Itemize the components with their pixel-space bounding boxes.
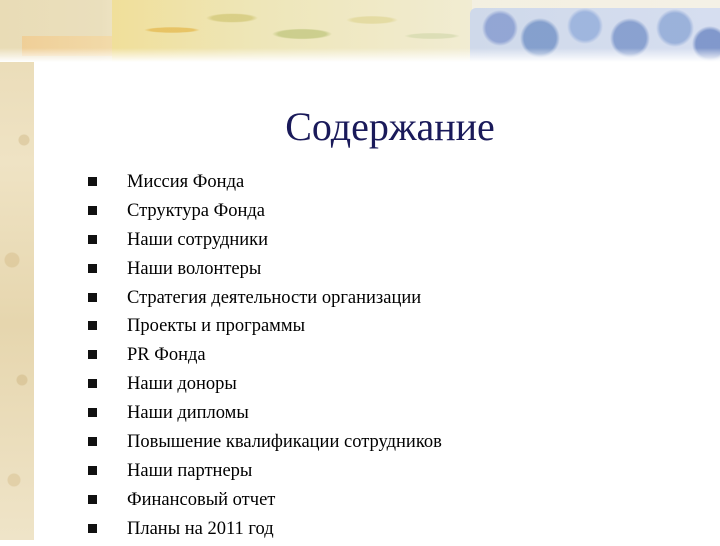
- list-item-label: PR Фонда: [127, 345, 206, 366]
- square-bullet-icon: [88, 379, 97, 388]
- slide-title: Содержание: [285, 104, 495, 149]
- list-item-label: Миссия Фонда: [127, 172, 245, 192]
- square-bullet-icon: [88, 293, 97, 302]
- list-item: [0, 228, 720, 257]
- square-bullet-icon: [88, 408, 97, 417]
- decorative-banner: [0, 0, 720, 62]
- list-item-label: Стратегия деятельности организации: [127, 287, 422, 308]
- list-item-label: Наши доноры: [127, 374, 237, 395]
- list-item-label: Наши дипломы: [127, 403, 249, 424]
- square-bullet-icon: [88, 350, 97, 359]
- list-item: [0, 199, 720, 228]
- banner-fade: [0, 48, 720, 62]
- square-bullet-icon: [88, 495, 97, 504]
- square-bullet-icon: [88, 321, 97, 330]
- list-item: [0, 372, 720, 401]
- list-item-label: Наши сотрудники: [127, 229, 269, 250]
- list-item: [0, 459, 720, 488]
- list-item: [0, 517, 720, 546]
- square-bullet-icon: [88, 524, 97, 533]
- square-bullet-icon: [88, 206, 97, 215]
- list-item: [0, 314, 720, 343]
- list-item: [0, 286, 720, 315]
- square-bullet-icon: [88, 177, 97, 186]
- contents-list: [0, 170, 720, 546]
- list-item-label: Финансовый отчет: [127, 489, 276, 510]
- list-item: [0, 170, 720, 199]
- list-item-label: Наши партнеры: [127, 460, 253, 481]
- list-item-label: Планы на 2011 год: [127, 518, 274, 539]
- square-bullet-icon: [88, 235, 97, 244]
- square-bullet-icon: [88, 466, 97, 475]
- list-item-label: Структура Фонда: [127, 200, 265, 221]
- list-item-label: Проекты и программы: [127, 316, 305, 337]
- list-item: [0, 343, 720, 372]
- list-item: [0, 257, 720, 286]
- list-item-label: Наши волонтеры: [127, 258, 262, 279]
- list-item: [0, 430, 720, 459]
- list-item-label: Повышение квалификации сотрудников: [127, 432, 442, 453]
- square-bullet-icon: [88, 437, 97, 446]
- square-bullet-icon: [88, 264, 97, 273]
- list-item: [0, 401, 720, 430]
- list-item: [0, 488, 720, 517]
